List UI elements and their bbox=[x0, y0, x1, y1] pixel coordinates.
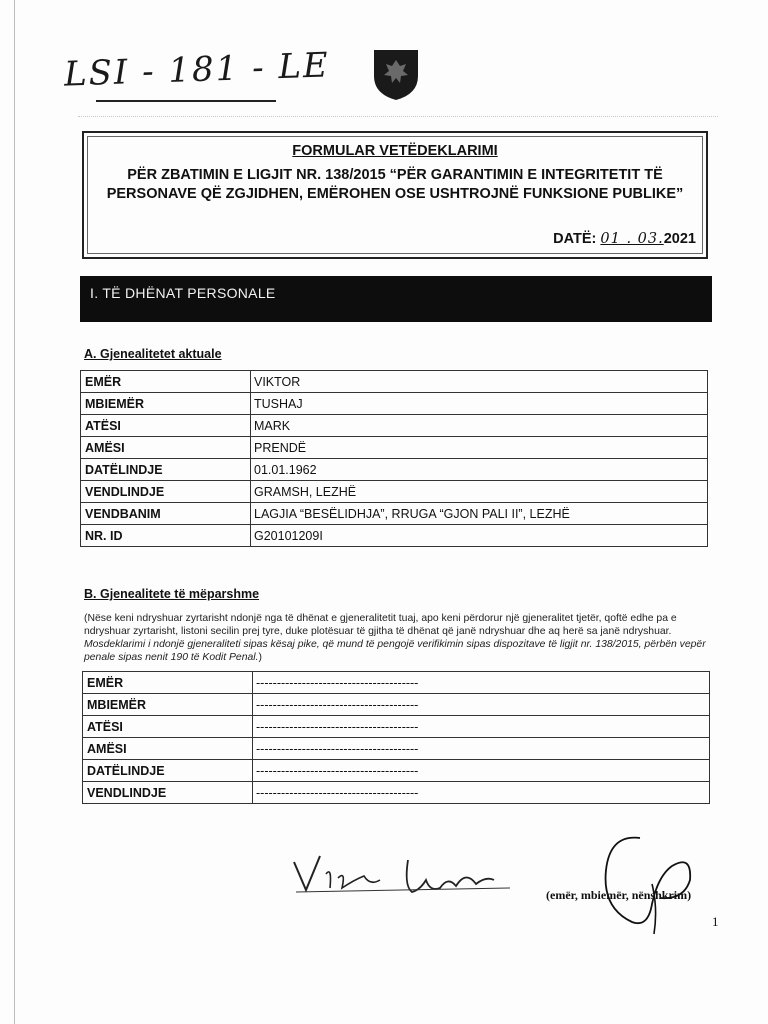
current-identity-heading: A. Gjenealitetet aktuale bbox=[84, 347, 222, 361]
table-row bbox=[81, 393, 708, 415]
field-value: VIKTOR bbox=[251, 371, 708, 393]
page-number: 1 bbox=[712, 914, 719, 929]
coat-of-arms-emblem bbox=[370, 46, 422, 102]
section-title: I. TË DHËNAT PERSONALE bbox=[90, 285, 276, 301]
previous-identity-note bbox=[84, 612, 716, 664]
field-label: ATËSI bbox=[83, 716, 253, 738]
table-row bbox=[81, 437, 708, 459]
field-label: ATËSI bbox=[81, 415, 251, 437]
field-label: EMËR bbox=[81, 371, 251, 393]
handwritten-signature bbox=[280, 830, 720, 940]
field-label: VENDBANIM bbox=[81, 503, 251, 525]
field-value: PRENDË bbox=[251, 437, 708, 459]
field-value: TUSHAJ bbox=[251, 393, 708, 415]
note-close: ) bbox=[258, 652, 262, 663]
field-value: --------------------------------------- bbox=[253, 738, 710, 760]
field-value: GRAMSH, LEZHË bbox=[251, 481, 708, 503]
handwritten-reference-code: LSI - 181 - LE bbox=[63, 45, 331, 95]
field-value: --------------------------------------- bbox=[253, 672, 710, 694]
page-edge bbox=[14, 0, 15, 1024]
date-row bbox=[553, 231, 696, 247]
note-warning: Mosdeklarimi i ndonjë gjeneraliteti sipas kësaj pike, që mund të pengojë verifikimin sipas dispozitave të ligjit nr. 138/2015, përbën vepër penale sipas nenit 190 të Kodit Penal. bbox=[84, 639, 706, 663]
form-title: FORMULAR VETËDEKLARIMI bbox=[292, 143, 498, 159]
form-subtitle: PËR ZBATIMIN E LIGJIT NR. 138/2015 “PËR GARANTIMIN E INTEGRITETIT TË PERSONAVE QË ZGJIDHEN, EMËROHEN OSE USHTROJNË FUNKSIONE PUBLIKE” bbox=[106, 167, 684, 202]
field-label: AMËSI bbox=[83, 738, 253, 760]
field-label: MBIEMËR bbox=[81, 393, 251, 415]
table-row bbox=[81, 503, 708, 525]
table-row bbox=[83, 694, 710, 716]
field-value: MARK bbox=[251, 415, 708, 437]
current-identity-table bbox=[80, 370, 708, 547]
table-row bbox=[83, 760, 710, 782]
field-value: --------------------------------------- bbox=[253, 782, 710, 804]
field-value: --------------------------------------- bbox=[253, 760, 710, 782]
table-row bbox=[81, 525, 708, 547]
table-row bbox=[81, 459, 708, 481]
table-row bbox=[83, 738, 710, 760]
field-label: VENDLINDJE bbox=[81, 481, 251, 503]
signature-caption: (emër, mbiemër, nënshkrim) bbox=[546, 888, 692, 902]
field-label: EMËR bbox=[83, 672, 253, 694]
previous-identity-heading: B. Gjenealitete të mëparshme bbox=[84, 587, 260, 601]
date-handwritten: 01 . 03. bbox=[600, 231, 664, 247]
date-year: 2021 bbox=[663, 231, 696, 247]
table-row bbox=[81, 415, 708, 437]
field-label: VENDLINDJE bbox=[83, 782, 253, 804]
table-row bbox=[81, 481, 708, 503]
table-row bbox=[83, 716, 710, 738]
note-text: (Nëse keni ndryshuar zyrtarisht ndonjë nga të dhënat e gjeneralitetit tuaj, apo keni përdorur një gjeneralitet tjetër, qoftë edhe pa e ndryshuar zyrtarisht, listoni secilin prej tyre, duke plotësuar të gjitha të dhënat që janë ndryshuar dhe aq herë sa janë ndryshuar. bbox=[84, 613, 677, 637]
table-row bbox=[83, 782, 710, 804]
field-label: DATËLINDJE bbox=[83, 760, 253, 782]
field-label: DATËLINDJE bbox=[81, 459, 251, 481]
date-label: DATË: bbox=[553, 231, 597, 247]
form-header-box bbox=[82, 131, 708, 259]
previous-identity-table bbox=[82, 671, 710, 804]
header-separator bbox=[78, 116, 718, 117]
field-value: LAGJIA “BESËLIDHJA”, RRUGA “GJON PALI II”, LEZHË bbox=[251, 503, 708, 525]
field-value: G20101209I bbox=[251, 525, 708, 547]
field-value: 01.01.1962 bbox=[251, 459, 708, 481]
field-label: NR. ID bbox=[81, 525, 251, 547]
field-value: --------------------------------------- bbox=[253, 716, 710, 738]
field-label: AMËSI bbox=[81, 437, 251, 459]
field-value: --------------------------------------- bbox=[253, 694, 710, 716]
table-row bbox=[83, 672, 710, 694]
reference-underline bbox=[96, 100, 276, 102]
section-title-bar bbox=[80, 276, 712, 322]
table-row bbox=[81, 371, 708, 393]
field-label: MBIEMËR bbox=[83, 694, 253, 716]
